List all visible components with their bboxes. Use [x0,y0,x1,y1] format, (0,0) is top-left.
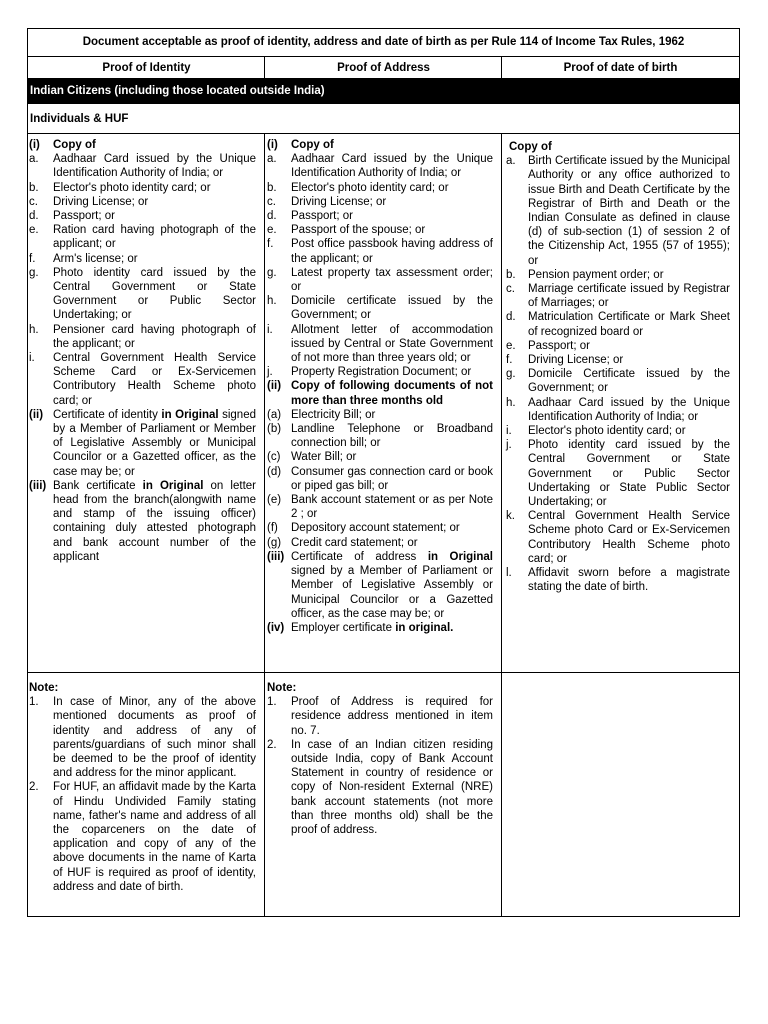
header-dob: Proof of date of birth [502,57,739,79]
note-heading: Note: [267,682,297,694]
list-marker: g. [29,266,39,279]
list-marker: c. [506,283,515,296]
list-marker: e. [506,339,516,352]
list-text: Pensioner card having photograph of the applicant; or [53,323,256,350]
list-item [506,424,730,438]
list-item [267,195,493,209]
list-marker: f. [267,238,274,251]
header-identity: Proof of Identity [28,57,265,79]
dob-list [506,154,730,594]
list-marker: e. [29,224,39,237]
list-text: Elector's photo identity card; or [291,181,449,194]
list-text: In case of Minor, any of the above mentioned documents as proof of identity and address of any of parents/guardians of such minor shall be deemed to be the proof of identity and address for the minor applicant. [53,696,256,780]
list-text: Proof of Address is required for residence address mentioned in item no. 7. [291,696,493,737]
list-marker: i. [267,323,273,336]
list-item [506,310,730,338]
list-marker: e. [267,224,277,237]
list-text: Photo identity card issued by the Central Government or State Government or Public Sector Undertaking or State Public Sector Undertaking; or [528,439,730,509]
col-divider [264,134,265,916]
list-text: Ration card having photograph of the applicant; or [53,224,256,251]
document-table [27,28,740,917]
list-marker: (c) [267,451,281,464]
list-item [267,365,493,379]
list-text: Passport; or [53,210,115,223]
identity-cell [28,138,256,564]
list-marker: f. [29,252,36,265]
note-heading: Note: [29,682,59,694]
list-marker: d. [506,311,516,324]
list-item [267,266,493,294]
list-item [267,223,493,237]
list-marker: 1. [267,696,277,709]
list-marker: (g) [267,536,282,549]
list-marker: a. [267,153,277,166]
list-item [506,268,730,282]
list-item [267,408,493,422]
list-text: Affidavit sworn before a magistrate stating the date of birth. [528,567,730,594]
list-text: Driving License; or [528,354,624,367]
identity-list [29,152,256,408]
list-item [29,223,256,251]
list-marker: a. [506,155,516,168]
list-text: Post office passbook having address of the applicant; or [291,238,493,265]
list-text: Matriculation Certificate or Mark Sheet of recognized board or [528,311,730,338]
list-text: Elector's photo identity card; or [53,181,211,194]
list-item [267,237,493,265]
list-marker: 2. [29,781,39,794]
list-text: For HUF, an affidavit made by the Karta of Hindu Undivided Family stating name, father's name and address of all the coparceners on the date of application and copy of any of the above documents in the name of Karta of HUF is required as proof of identity, address and date of birth. [53,781,256,893]
list-marker: h. [506,396,516,409]
list-item [267,152,493,180]
list-item [29,266,256,323]
list-text: Passport; or [528,339,590,352]
list-text: Birth Certificate issued by the Municipal Authority or any office authorized to issue Birth and Death Certificate by the Registrar of Birth and Death or the Indian Consulate as defined in clause (d) of sub-section (1) of session 2 of the Citizenship Act, 1955 (57 of 1955); or [528,155,730,267]
list-item [29,351,256,408]
list-item [29,780,256,894]
list-text: Property Registration Document; or [291,366,472,379]
list-text: Aadhaar Card issued by the Unique Identification Authority of India; or [53,153,256,180]
list-item [506,367,730,395]
list-text: Driving License; or [291,195,387,208]
list-marker: l. [506,567,512,580]
list-marker: h. [29,323,39,336]
list-text: Consumer gas connection card or book or piped gas bill; or [291,465,493,492]
list-item [267,536,493,550]
address-list-2 [267,408,493,550]
identity-iii: (iii) Bank certificate in Original on letter head from the branch(alongwith name and stamp of the issuing officer) containing duly attested photograph and bank account number of the applicant [29,479,256,563]
list-marker: g. [267,266,277,279]
address-iv: (iv) Employer certificate in original. [267,621,454,634]
list-text: Domicile certificate issued by the Government; or [291,295,493,322]
col-divider [501,134,502,916]
list-item [267,209,493,223]
list-item [267,465,493,493]
list-marker: c. [29,195,38,208]
list-item [506,154,730,268]
list-text: Aadhaar Card issued by the Unique Identification Authority of India; or [291,153,493,180]
list-text: Central Government Health Service Scheme Card or Ex-Servicemen Contributory Health Scheme photo card; or [53,352,256,407]
list-item [267,450,493,464]
list-marker: (b) [267,423,282,436]
list-item [506,509,730,566]
list-text: Photo identity card issued by the Central Government or State Government or Public Sector Undertaking; or [53,266,256,322]
list-text: Electricity Bill; or [291,408,376,421]
list-item [267,738,493,837]
list-item [267,294,493,322]
list-item [506,353,730,367]
list-text: Arm's license; or [53,252,138,265]
address-cell [266,138,493,635]
list-item [506,438,730,509]
list-marker: i. [29,352,35,365]
list-item [506,566,730,594]
list-text: Bank account statement or as per Note 2 ; or [291,494,493,521]
identity-intro: (i) Copy of [29,139,96,151]
list-text: Domicile Certificate issued by the Government; or [528,368,730,395]
notes-address-list [267,695,493,837]
list-text: Passport of the spouse; or [291,224,426,237]
list-text: Driving License; or [53,195,149,208]
identity-ii: (ii) Certificate of identity in Original signed by a Member of Parliament or Member of Legislative Assembly or Municipal Councilor or a Gazetted officer, as the case may be; or [29,408,256,478]
list-item [29,695,256,780]
list-marker: (d) [267,465,282,478]
list-text: In case of an Indian citizen residing outside India, copy of Bank Account Statement in country of residence or copy of Non-resident External (NRE) bank account statements (not more than three months old) shall be the proof of address. [291,738,493,837]
list-marker: g. [506,368,516,381]
address-intro: (i) Copy of [267,139,334,151]
list-text: Allotment letter of accommodation issued by Central or State Government of not more than three years old; or [291,323,493,365]
address-list [267,152,493,379]
address-notes [266,681,493,837]
address-iii: (iii) Certificate of address in Original signed by a Member of Parliament or Member of Legislative Assembly or Municipal Councilor or a Gazetted officer, as the case may be; or [267,550,493,620]
list-marker: (f) [267,522,278,535]
list-item [29,181,256,195]
list-marker: j. [506,439,512,452]
list-item [506,396,730,424]
list-marker: c. [267,195,276,208]
list-text: Latest property tax assessment order; or [291,266,493,294]
list-item [267,695,493,738]
list-text: Landline Telephone or Broadband connection bill; or [291,423,493,450]
list-item [267,323,493,366]
list-text: Marriage certificate issued by Registrar of Marriages; or [528,283,730,310]
address-ii: (ii) Copy of following documents of not more than three months old [267,380,493,407]
list-text: Pension payment order; or [528,268,664,281]
list-text: Central Government Health Service Scheme photo Card or Ex-Servicemen Contributory Health Scheme photo card; or [528,510,730,565]
list-item [267,181,493,195]
col-divider [501,57,502,79]
list-item [29,252,256,266]
list-item [29,323,256,351]
dob-intro: Copy of [509,141,552,153]
list-marker: (e) [267,494,282,507]
list-marker: 1. [29,696,39,709]
list-item [267,493,493,521]
list-text: Water Bill; or [291,451,357,464]
list-item [506,282,730,310]
list-item [29,152,256,180]
header-address: Proof of Address [265,57,502,79]
dob-cell [506,140,730,595]
list-text: Elector's photo identity card; or [528,425,686,438]
list-marker: (a) [267,408,282,421]
list-item [29,195,256,209]
document-title: Document acceptable as proof of identity, address and date of birth as per Rule 114 of Income Tax Rules, 1962 [28,29,739,57]
list-marker: a. [29,153,39,166]
subheading: Individuals & HUF [28,104,739,134]
list-marker: 2. [267,738,277,751]
list-marker: j. [267,366,273,379]
identity-notes [28,681,256,894]
list-text: Depository account statement; or [291,522,460,535]
list-marker: h. [267,295,277,308]
list-item [506,339,730,353]
list-marker: d. [267,210,277,223]
row-divider [28,672,739,673]
list-marker: f. [506,354,513,367]
list-text: Credit card statement; or [291,536,418,549]
list-marker: b. [29,181,39,194]
list-item [267,422,493,450]
list-marker: i. [506,425,512,438]
list-marker: b. [506,268,516,281]
list-marker: b. [267,181,277,194]
list-text: Passport; or [291,210,353,223]
list-marker: d. [29,210,39,223]
list-item [267,521,493,535]
notes-identity-list [29,695,256,894]
list-marker: k. [506,510,515,523]
list-item [29,209,256,223]
col-divider [264,57,265,79]
section-band: Indian Citizens (including those located outside India) [28,79,739,104]
list-text: Aadhaar Card issued by the Unique Identification Authority of India; or [528,396,730,423]
